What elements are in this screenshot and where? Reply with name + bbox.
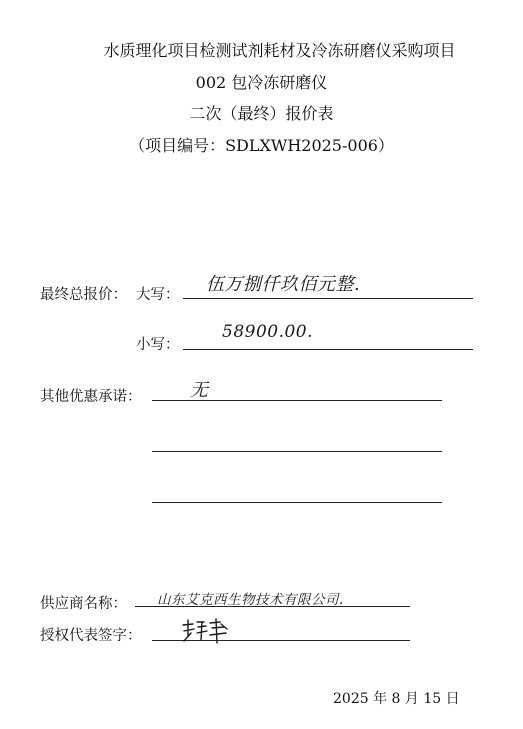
- project-number: （项目编号：SDLXWH2025-006）: [129, 136, 394, 155]
- document-title: 水质理化项目检测试剂耗材及冷冻研磨仪采购项目: [103, 41, 456, 60]
- form-title: 二次（最终）报价表: [189, 104, 334, 123]
- total-quote-label: 最终总报价：: [40, 287, 127, 303]
- lower-amount-label: 小写：: [136, 337, 180, 353]
- package-title: 002 包冷冻研磨仪: [195, 73, 328, 92]
- document-date: 2025 年 8 月 15 日: [333, 691, 460, 707]
- supplier-name-label: 供应商名称：: [40, 596, 127, 612]
- lower-amount-line: [183, 349, 473, 350]
- discount-line-1: [152, 400, 442, 401]
- supplier-name-value: 山东艾克西生物技术有限公司.: [157, 592, 344, 608]
- discount-value: 无: [190, 380, 209, 401]
- upper-amount-label: 大写：: [136, 287, 180, 303]
- lower-amount-value: 58900.00.: [222, 322, 314, 342]
- upper-amount-value: 伍万捌仟玖佰元整.: [206, 274, 361, 295]
- discount-line-3: [152, 502, 442, 503]
- supplier-name-line: [135, 606, 410, 607]
- signature-line: [152, 640, 410, 641]
- upper-amount-line: [183, 298, 473, 299]
- discount-label: 其他优惠承诺：: [40, 389, 142, 405]
- signature-label: 授权代表签字：: [40, 628, 142, 644]
- discount-line-2: [152, 451, 442, 452]
